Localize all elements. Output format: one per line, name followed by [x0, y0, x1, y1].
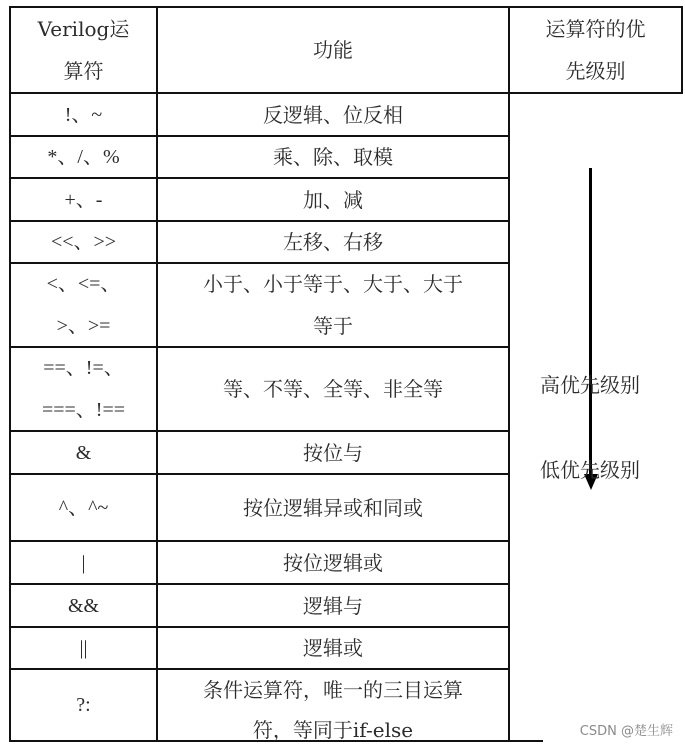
function-text: 逻辑与	[303, 593, 363, 618]
operator-text: ^、^~	[58, 496, 109, 519]
operator-text: <<、>>	[50, 231, 117, 253]
function-cell	[158, 628, 508, 668]
function-text: 小于、小于等于、大于、大于	[203, 272, 463, 296]
operator-text: ==、!=、	[43, 357, 124, 379]
function-cell	[158, 542, 508, 583]
function-cell	[158, 94, 508, 135]
function-text: 按位与	[303, 440, 363, 465]
down-arrow-icon	[589, 168, 592, 478]
operator-cell	[11, 179, 156, 220]
function-text: 反逻辑、位反相	[263, 102, 403, 127]
high-priority-label: 高优先级别	[540, 373, 640, 397]
header-text: Verilog运	[37, 17, 130, 41]
operator-cell	[11, 475, 156, 540]
operator-cell	[11, 542, 156, 583]
operator-text: !、~	[64, 103, 103, 126]
operator-cell	[11, 670, 156, 740]
header-text: 运算符的优	[545, 17, 646, 41]
operator-text: |	[81, 551, 86, 574]
operator-text: &	[75, 441, 92, 464]
function-text: 左移、右移	[283, 230, 383, 254]
watermark: CSDN @楚生辉	[579, 724, 673, 739]
function-cell	[158, 432, 508, 473]
function-text: 逻辑或	[303, 636, 363, 660]
function-text: 等于	[313, 314, 353, 338]
operator-text: >、>=	[56, 315, 111, 337]
function-cell	[158, 264, 508, 346]
function-cell	[158, 222, 508, 262]
function-text: 按位逻辑或	[283, 550, 383, 575]
header-priority	[510, 8, 681, 92]
operator-text: ||	[79, 637, 88, 659]
column-divider	[508, 6, 510, 742]
operator-cell	[11, 94, 156, 135]
low-priority-label: 低优先级别	[540, 458, 640, 482]
operator-cell	[11, 264, 156, 346]
operator-cell	[11, 585, 156, 626]
header-text: 功能	[313, 38, 353, 62]
operator-cell	[11, 348, 156, 430]
operator-cell	[11, 222, 156, 262]
function-text: 按位逻辑异或和同或	[243, 495, 423, 520]
operator-text: ?:	[76, 694, 91, 716]
function-cell	[158, 585, 508, 626]
function-text: 加、减	[303, 187, 363, 212]
operator-cell	[11, 432, 156, 473]
operator-text: +、-	[64, 188, 103, 211]
operator-text: ===、!==	[41, 399, 126, 421]
function-cell	[158, 348, 508, 430]
function-text: 等、不等、全等、非全等	[223, 377, 443, 401]
function-cell	[158, 670, 508, 740]
function-text: 乘、除、取模	[273, 145, 393, 169]
function-text: 符，等同于if-else	[252, 718, 414, 742]
table-border-right	[681, 6, 683, 94]
operator-text: <、<=、	[46, 273, 121, 295]
operator-cell	[11, 137, 156, 177]
function-cell	[158, 137, 508, 177]
header-text: 先级别	[565, 59, 626, 83]
header-text: 算符	[63, 59, 104, 83]
function-text: 条件运算符，唯一的三目运算	[203, 678, 463, 702]
operator-text: *、/、%	[47, 146, 120, 168]
function-cell	[158, 475, 508, 540]
function-cell	[158, 179, 508, 220]
operator-text: &&	[67, 594, 100, 617]
header-function	[158, 8, 508, 92]
operator-cell	[11, 628, 156, 668]
header-operator	[11, 8, 156, 92]
